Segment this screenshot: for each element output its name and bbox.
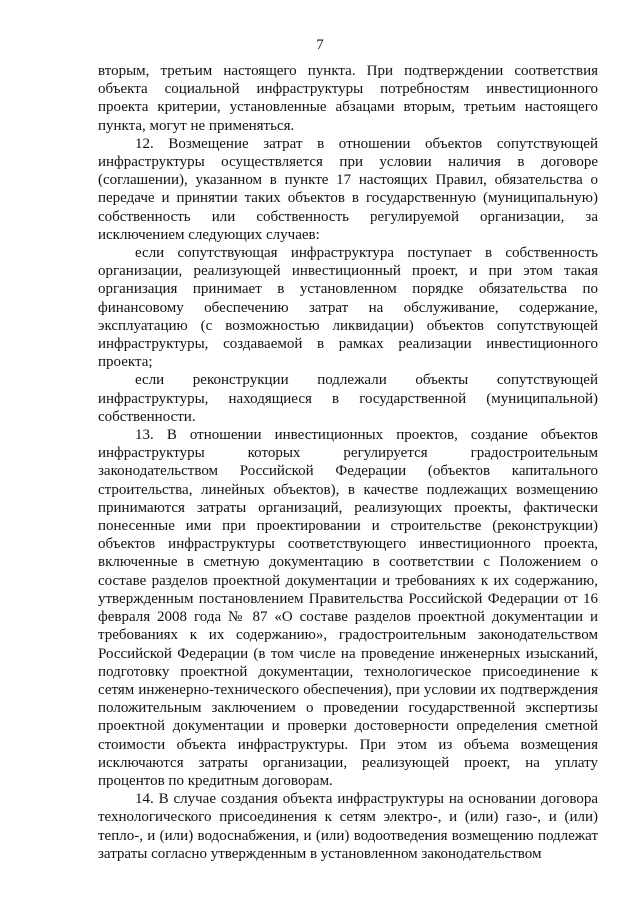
paragraph-12-exception-1: если сопутствующая инфраструктура поступает в собственность организации, реализующей инвестиционный проект, и при этом такая организация принимает в установленном порядке обязательства по финансовому обеспечению затрат на обслуживание, содержание, эксплуатацию (с возможностью ликвидации) объектов сопутствующей инфраструктуры, создаваемой в рамках реализации инвестиционного проекта; xyxy=(98,245,598,371)
paragraph-12: 12. Возмещение затрат в отношении объектов сопутствующей инфраструктуры осуществляется при условии наличия в договоре (соглашении), указанном в пункте 17 настоящих Правил, обязательства о передаче и принятии таких объектов в государственную (муниципальную) собственность или собственность регулируемой организации, за исключением следующих случаев: xyxy=(98,135,598,243)
page-number: 7 xyxy=(316,37,324,53)
paragraph-14: 14. В случае создания объекта инфраструктуры на основании договора технологического присоединения к сетям электро-, и (или) газо-, и (или) тепло-, и (или) водоснабжения, и (или) водоотведения возмещению подлежат затраты согласно утвержденным в установленном законодательством xyxy=(98,791,598,862)
paragraph-12-exception-2: если реконструкции подлежали объекты сопутствующей инфраструктуры, находящиеся в государственной (муниципальной) собственности. xyxy=(98,372,598,425)
document-body xyxy=(98,62,598,863)
paragraph-13: 13. В отношении инвестиционных проектов, создание объектов инфраструктуры которых регулируется градостроительным законодательством Российской Федерации (объектов капитального строительства, линейных объектов), в качестве подлежащих возмещению принимаются затраты организаций, реализующих проекты, фактически понесенные ими при проектировании и строительстве (реконструкции) объектов инфраструктуры соответствующего инвестиционного проекта, включенные в сметную документацию в соответствии с Положением о составе разделов проектной документации и требованиях к их содержанию, утвержденным постановлением Правительства Российской Федерации от 16 февраля 2008 года № 87 «О составе разделов проектной документации и требованиях к их содержанию», градостроительным законодательством Российской Федерации (в том числе на проведение инженерных изысканий, подготовку проектной документации, технологическое присоединение к сетям инженерно-технического обеспечения), при условии их подтверждения положительным заключением о проведении государственной экспертизы проектной документации и проверки достоверности определения сметной стоимости объекта инфраструктуры. При этом из объема возмещения исключаются затраты организации, реализующей проект, на уплату процентов по кредитным договорам. xyxy=(98,427,598,789)
paragraph-11-continuation: вторым, третьим настоящего пункта. При подтверждении соответствия объекта социальной инфраструктуры потребностям инвестиционного проекта критерии, установленные абзацами вторым, третьим настоящего пункта, могут не применяться. xyxy=(98,63,598,134)
